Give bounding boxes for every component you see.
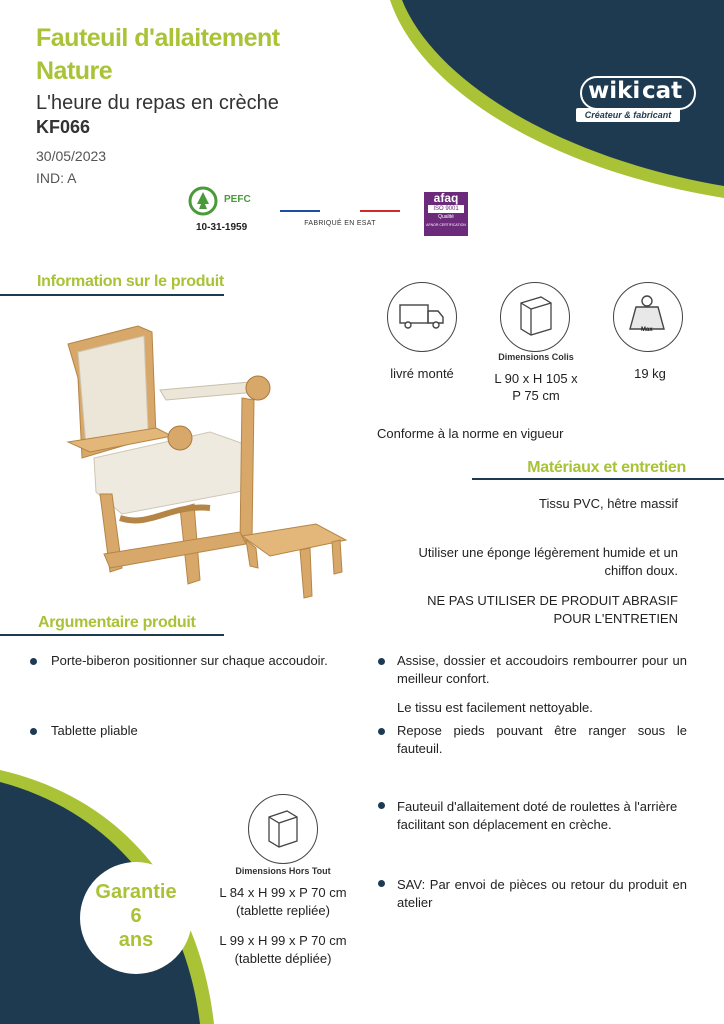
warning-line-2: POUR L'ENTRETIEN (553, 611, 678, 626)
cleaning-warning (427, 592, 678, 628)
title-line-1: Fauteuil d'allaitement (36, 24, 280, 52)
dimensions-box-icon (248, 794, 318, 864)
argument-left-1: Porte-biberon positionner sur chaque accoudoir. (51, 653, 328, 668)
package-dimensions (474, 370, 598, 404)
bullet-marker (378, 880, 385, 887)
made-in-label: FABRIQUÉ EN ESAT (304, 220, 376, 227)
package-caption: Dimensions Colis (498, 352, 574, 362)
unfolded-dims: L 99 x H 99 x P 70 cm (219, 933, 347, 948)
weight-icon (613, 282, 683, 352)
section-title-product-info: Information sur le produit (37, 273, 224, 290)
page-title (36, 22, 280, 88)
care-instructions (419, 544, 678, 580)
document-index: IND: A (36, 170, 77, 186)
package-box-icon (500, 282, 570, 352)
product-reference: KF066 (36, 117, 91, 137)
care-line-1: Utiliser une éponge légèrement humide et un (418, 545, 678, 560)
flag-stripe (280, 210, 400, 212)
unfolded-note: (tablette dépliée) (234, 951, 332, 966)
section-rule-product-info (0, 294, 224, 296)
bullet-marker (378, 658, 385, 665)
conformity-text: Conforme à la norme en vigueur (377, 426, 564, 441)
afaq-label: afaq (433, 191, 459, 205)
warning-line-1: NE PAS UTILISER DE PRODUIT ABRASIF (427, 593, 678, 608)
argument-right-3: Fauteuil d'allaitement doté de roulettes à l'arrière facilitant son déplacement en crèche. (397, 799, 678, 832)
argument-left-2: Tablette pliable (51, 723, 138, 738)
armchair-illustration (60, 318, 350, 600)
bullet-marker (30, 658, 37, 665)
iso-label: ISO 9001 (428, 205, 464, 213)
bullet-marker (378, 728, 385, 735)
logo-tagline-box (576, 108, 680, 122)
folded-dims: L 84 x H 99 x P 70 cm (219, 885, 347, 900)
pefc-label: PEFC (224, 194, 251, 205)
warranty-line1: Garantie (95, 881, 177, 903)
argument-right-1-extra: Le tissu est facilement nettoyable. (397, 700, 593, 715)
folded-note: (tablette repliée) (236, 903, 330, 918)
argument-right-1: Assise, dossier et accoudoirs rembourrer pour un meilleur confort. (397, 653, 687, 686)
iso-sub: Qualité (438, 214, 454, 220)
package-dimensions-line1: L 90 x H 105 x (494, 371, 578, 386)
dimensions-folded (210, 884, 356, 920)
made-in-esat (280, 210, 400, 227)
section-rule-materials (472, 478, 724, 480)
weight-icon-label: Max (641, 327, 653, 333)
bullet-marker (30, 728, 37, 735)
page-subtitle: L'heure du repas en crèche (36, 92, 279, 114)
dimensions-caption: Dimensions Hors Tout (235, 866, 331, 876)
warranty-line3: ans (118, 929, 154, 951)
materials-text: Tissu PVC, hêtre massif (539, 496, 678, 511)
bullet-marker (378, 802, 385, 809)
section-title-materials: Matériaux et entretien (527, 459, 686, 476)
argument-right-4: SAV: Par envoi de pièces ou retour du produit en atelier (397, 877, 687, 910)
logo-word-cat: cat (642, 78, 683, 104)
delivery-truck-icon (387, 282, 457, 352)
delivery-label: livré monté (390, 366, 454, 381)
pefc-code: 10-31-1959 (196, 222, 248, 233)
argument-right-2: Repose pieds pouvant être ranger sous le fauteuil. (397, 723, 687, 756)
document-date: 30/05/2023 (36, 148, 107, 164)
title-line-2: Nature (36, 57, 113, 85)
warranty-line2: 6 (130, 905, 142, 927)
section-title-arguments: Argumentaire produit (38, 614, 196, 631)
care-line-2: chiffon doux. (604, 563, 678, 578)
dimensions-unfolded (210, 932, 356, 968)
afnor-label: AFNOR CERTIFICATION (426, 223, 466, 227)
weight-value: 19 kg (634, 366, 666, 381)
section-rule-arguments (0, 634, 224, 636)
logo-tagline: Créateur & fabricant (584, 110, 672, 120)
brand-logo (580, 62, 700, 132)
warranty-badge (80, 862, 192, 974)
pefc-logo (188, 186, 268, 220)
package-dimensions-line2: P 75 cm (512, 388, 560, 403)
logo-word-wiki: wiki (588, 78, 641, 104)
afaq-logo (424, 192, 468, 236)
pefc-tree-icon (188, 186, 222, 216)
